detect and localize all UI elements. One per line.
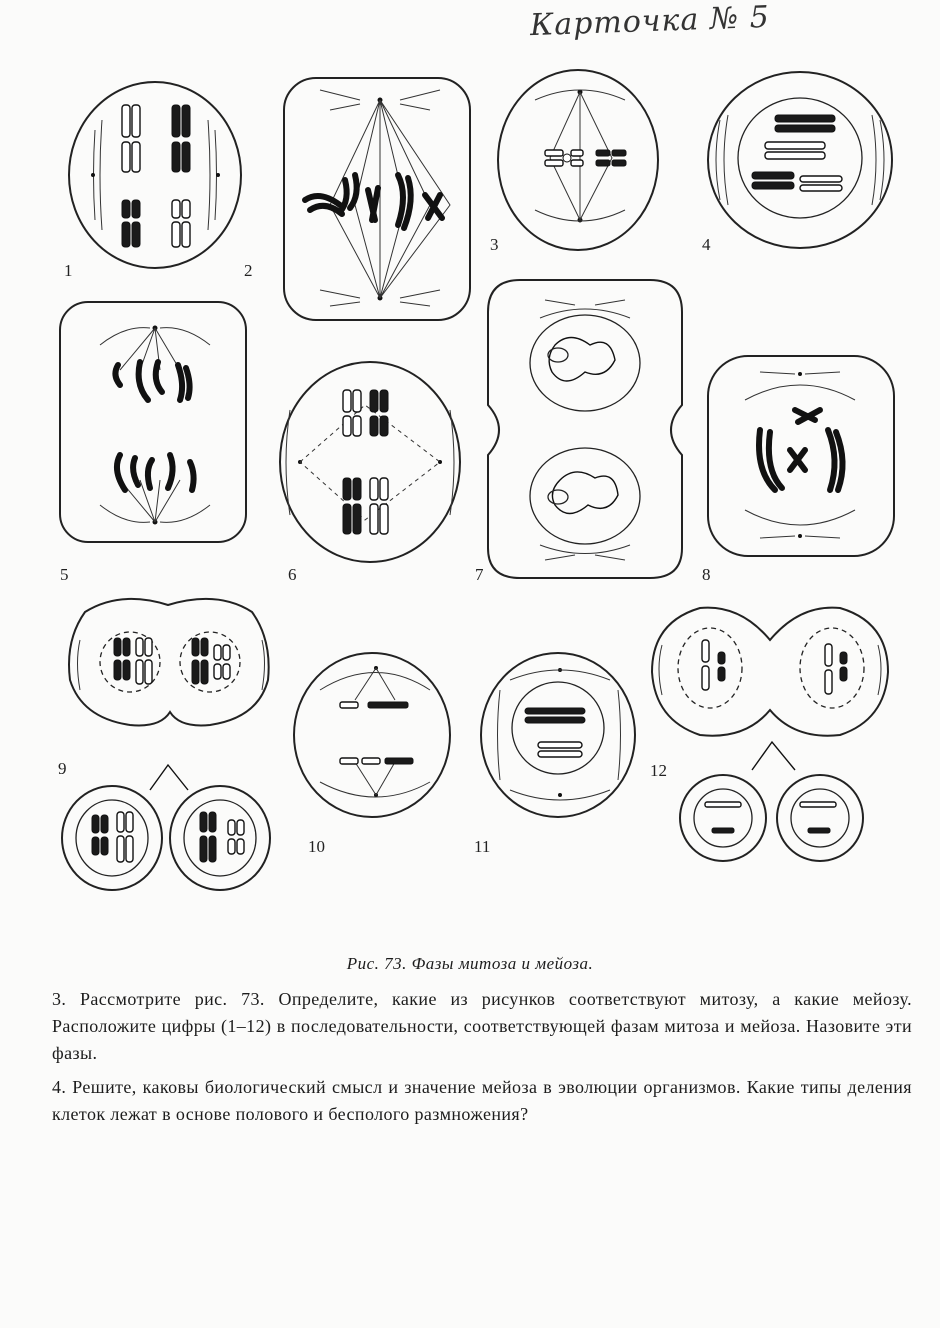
cell-11-drawing <box>481 653 635 817</box>
cell-4-drawing <box>708 72 892 248</box>
task-4-text: 4. Решите, каковы биологический смысл и значение мейоза в эволюции организмов. Какие типы деления клеток лежат в основе полового и бесполого размножения? <box>52 1077 912 1124</box>
cell-12-drawing <box>652 608 888 861</box>
cell-9-drawing <box>62 599 270 890</box>
cell-6-drawing <box>280 362 460 562</box>
cell-2-drawing <box>284 78 470 320</box>
cell-10-drawing <box>294 653 450 817</box>
cell-3-drawing <box>498 70 658 250</box>
cell-5-drawing <box>60 302 246 542</box>
figure-label-11: 11 <box>474 837 491 856</box>
figure-label-12: 12 <box>650 761 667 780</box>
task-4 <box>52 1074 912 1128</box>
figure-label-3: 3 <box>490 235 499 254</box>
cell-1-drawing <box>69 82 241 268</box>
figure-label-10: 10 <box>308 837 325 856</box>
figure-label-2: 2 <box>244 261 253 280</box>
figure-label-6: 6 <box>288 565 297 584</box>
handwritten-card-number: Карточка № 5 <box>529 0 771 44</box>
figure-label-9: 9 <box>58 759 67 778</box>
task-3 <box>52 986 912 1067</box>
figure-label-7: 7 <box>475 565 484 584</box>
cell-8-drawing <box>708 356 894 556</box>
figure-label-8: 8 <box>702 565 711 584</box>
figure-caption: Рис. 73. Фазы митоза и мейоза. <box>346 954 594 973</box>
task-3-text: 3. Рассмотрите рис. 73. Определите, какие из рисунков соответствуют митозу, а какие мейозу. Расположите цифры (1–12) в последовательности, соответствующей фазам митоза и мейоза. Назовите эти фазы. <box>52 989 912 1063</box>
figure-label-1: 1 <box>64 261 73 280</box>
cell-7-drawing <box>488 280 682 578</box>
figure-label-5: 5 <box>60 565 69 584</box>
figure-label-4: 4 <box>702 235 711 254</box>
